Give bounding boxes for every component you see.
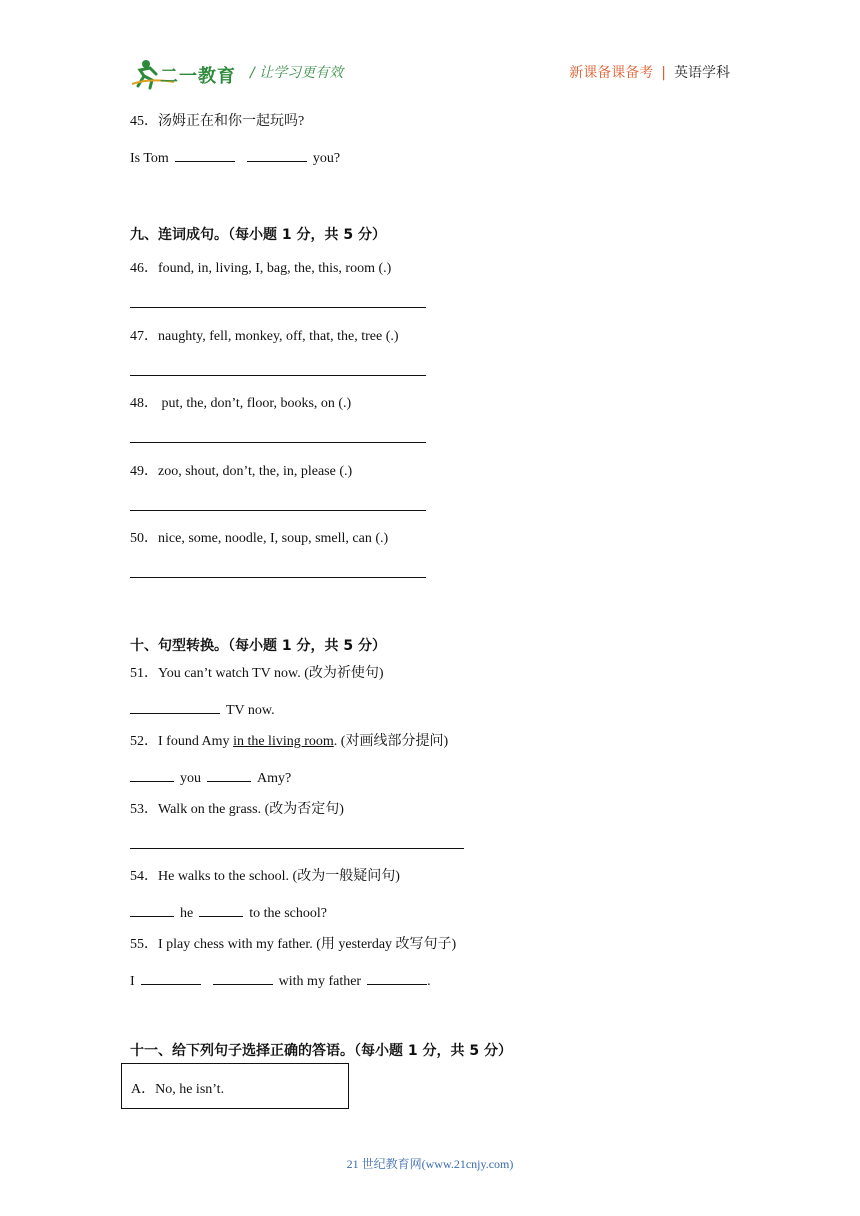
section-10-title: 十、句型转换。（每小题 1 分，共 5 分） <box>130 638 386 654</box>
header-course: 新课备课备考 <box>569 65 654 81</box>
question-55-text-a: I <box>130 974 135 989</box>
question-48: 48． put, the, don’t, floor, books, on (.) <box>130 396 352 411</box>
question-55-answer <box>130 970 431 991</box>
header-subject <box>569 62 730 82</box>
answer-blank[interactable] <box>247 147 307 162</box>
question-51-answer <box>130 699 275 720</box>
answer-blank[interactable] <box>213 970 273 985</box>
answer-blank[interactable] <box>207 767 251 782</box>
question-47: 47．naughty, fell, monkey, off, that, the, tree (.) <box>130 329 399 344</box>
answer-blank[interactable] <box>130 902 174 917</box>
option-a: A．No, he isn’t. <box>131 1082 225 1097</box>
question-54-text-a: he <box>180 906 194 921</box>
answer-blank[interactable] <box>130 767 174 782</box>
question-45-prompt: 45．汤姆正在和你一起玩吗? <box>130 114 305 129</box>
question-52-post: . (对画线部分提问) <box>333 734 449 749</box>
answer-blank[interactable] <box>141 970 201 985</box>
page-footer: 21 世纪教育网(www.21cnjy.com) <box>346 1157 514 1171</box>
question-49: 49．zoo, shout, don’t, the, in, please (.) <box>130 464 353 479</box>
question-45-answer <box>130 147 340 168</box>
answer-blank[interactable] <box>130 699 220 714</box>
header-discipline: 英语学科 <box>674 65 730 81</box>
question-55-text-b: with my father <box>278 974 362 989</box>
question-52-answer <box>130 767 291 788</box>
question-52 <box>130 733 448 751</box>
answer-line[interactable] <box>130 577 426 578</box>
question-45-text-b: you? <box>312 151 341 166</box>
answer-line[interactable] <box>130 848 464 849</box>
question-50: 50．nice, some, noodle, I, soup, smell, can (.) <box>130 531 389 546</box>
question-54-text-b: to the school? <box>249 906 327 921</box>
answer-line[interactable] <box>130 442 426 443</box>
logo-text: 二一教育 <box>160 66 236 87</box>
question-52-text-a: you <box>180 771 201 786</box>
page-header <box>130 58 730 94</box>
section-9-title: 九、连词成句。（每小题 1 分，共 5 分） <box>130 227 386 243</box>
answer-line[interactable] <box>130 307 426 308</box>
answer-blank[interactable] <box>367 970 427 985</box>
question-54-answer <box>130 902 327 923</box>
question-52-pre: 52．I found Amy <box>130 734 234 749</box>
question-53: 53．Walk on the grass. (改为否定句) <box>130 802 344 817</box>
answer-line[interactable] <box>130 510 426 511</box>
question-52-text-b: Amy? <box>257 771 292 786</box>
slogan: / 让学习更有效 <box>250 65 344 81</box>
question-45-text-a: Is Tom <box>130 151 169 166</box>
underlined-phrase: in the living room <box>233 734 334 749</box>
answer-line[interactable] <box>130 375 426 376</box>
question-55-text-c: . <box>427 974 431 989</box>
answer-blank[interactable] <box>175 147 235 162</box>
header-separator: | <box>661 65 666 81</box>
question-55: 55．I play chess with my father. (用 yesterday 改写句子) <box>130 937 457 952</box>
question-46: 46．found, in, living, I, bag, the, this, room (.) <box>130 261 392 276</box>
answer-option-box <box>121 1063 349 1109</box>
section-11-title: 十一、给下列句子选择正确的答语。（每小题 1 分，共 5 分） <box>130 1043 512 1059</box>
answer-blank[interactable] <box>199 902 243 917</box>
question-51: 51．You can’t watch TV now. (改为祈使句) <box>130 666 384 681</box>
question-51-text: TV now. <box>226 703 275 718</box>
question-54: 54．He walks to the school. (改为一般疑问句) <box>130 869 400 884</box>
